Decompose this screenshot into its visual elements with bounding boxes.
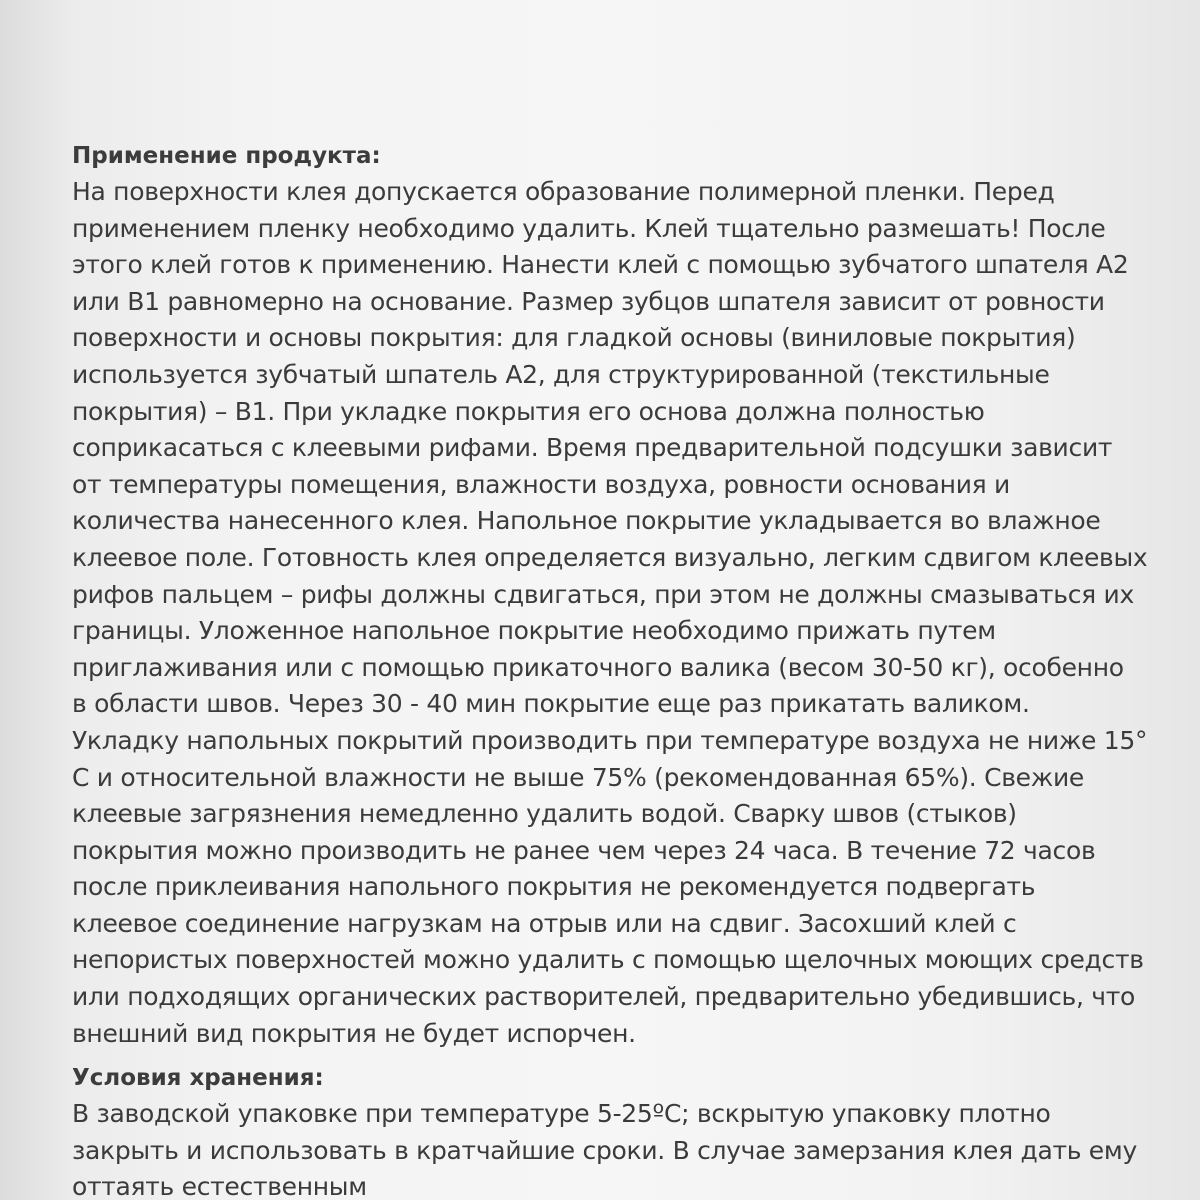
text-line: рифов пальцем – рифы должны сдвигаться, при этом не должны смазываться их <box>72 579 1134 609</box>
text-line: клеевое соединение нагрузкам на отрыв или на сдвиг. Засохший клей с <box>72 908 1017 938</box>
text-line: закрыть и использовать в кратчайшие сроки. В случае замерзания клея дать ему <box>72 1135 1137 1165</box>
text-line: В заводской упаковке при температуре 5-25ºС; вскрытую упаковку плотно <box>72 1099 1051 1128</box>
text-line: клеевое поле. Готовность клея определяется визуально, легким сдвигом клеевых <box>72 542 1148 572</box>
text-line: после приклеивания напольного покрытия не рекомендуется подвергать <box>72 872 1036 902</box>
storage-body <box>72 1096 1192 1200</box>
application-section <box>72 138 1192 1052</box>
text-line: оттаять естественным <box>72 1172 367 1200</box>
application-body <box>72 174 1192 1052</box>
text-line: С и относительной влажности не выше 75% (рекомендованная 65%). Свежие <box>72 762 1084 792</box>
text-line: На поверхности клея допускается образование полимерной пленки. Перед <box>72 177 1055 206</box>
text-line: внешний вид покрытия не будет испорчен. <box>72 1018 636 1048</box>
text-line: в области швов. Через 30 - 40 мин покрытие еще раз прикатать валиком. <box>72 689 1030 719</box>
text-line: применением пленку необходимо удалить. Клей тщательно размешать! После <box>72 213 1106 243</box>
text-line: используется зубчатый шпатель А2, для структурированной (текстильные <box>72 359 1050 389</box>
text-line: покрытия) – В1. При укладке покрытия его основа должна полностью <box>72 396 985 426</box>
storage-heading: Условия хранения: <box>72 1065 324 1091</box>
application-heading: Применение продукта: <box>72 143 381 169</box>
text-line: или подходящих органических растворителей, предварительно убедившись, что <box>72 982 1135 1012</box>
text-line: соприкасаться с клеевыми рифами. Время предварительной подсушки зависит <box>72 433 1113 463</box>
text-line: от температуры помещения, влажности воздуха, ровности основания и <box>72 469 1010 499</box>
storage-section <box>72 1060 1192 1200</box>
text-line: приглаживания или с помощью прикаточного валика (весом 30-50 кг), особенно <box>72 652 1124 682</box>
text-line: количества нанесенного клея. Напольное покрытие укладывается во влажное <box>72 506 1101 536</box>
text-line: этого клей готов к применению. Нанести клей с помощью зубчатого шпателя А2 <box>72 250 1129 280</box>
text-line: границы. Уложенное напольное покрытие необходимо прижать путем <box>72 616 996 646</box>
text-line: клеевые загрязнения немедленно удалить водой. Сварку швов (стыков) <box>72 799 1017 829</box>
text-line: покрытия можно производить не ранее чем через 24 часа. В течение 72 часов <box>72 835 1096 865</box>
text-line: или В1 равномерно на основание. Размер зубцов шпателя зависит от ровности <box>72 286 1105 316</box>
text-line: непористых поверхностей можно удалить с помощью щелочных моющих средств <box>72 945 1144 975</box>
text-line: Укладку напольных покрытий производить при температуре воздуха не ниже 15° <box>72 725 1148 755</box>
text-line: поверхности и основы покрытия: для гладкой основы (виниловые покрытия) <box>72 323 1076 353</box>
